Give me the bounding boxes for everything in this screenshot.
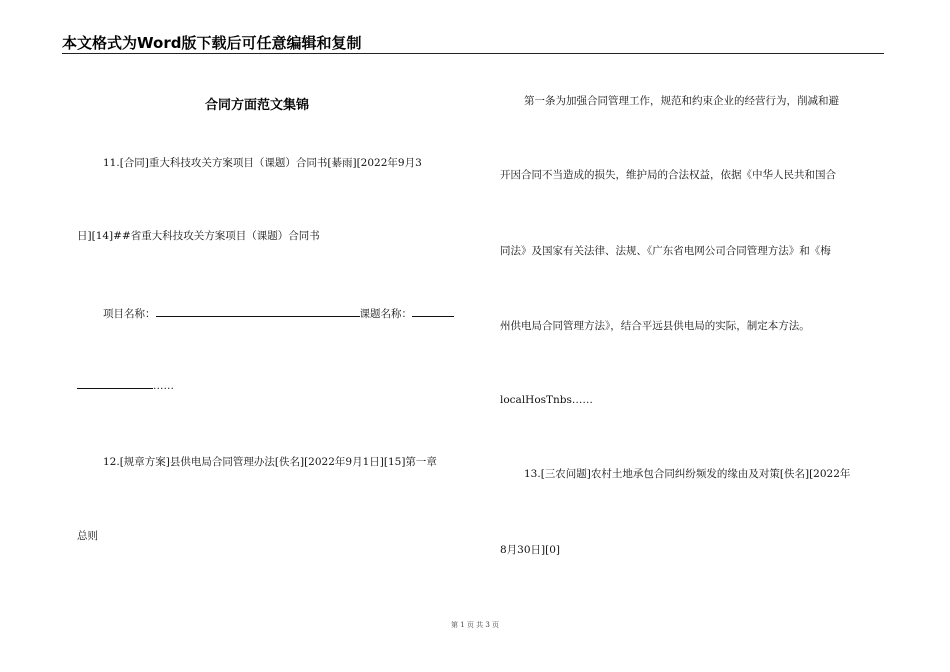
- topic-name-label: 课题名称：: [359, 308, 412, 320]
- page-number: 第 1 页 共 3 页: [450, 621, 500, 629]
- project-name-label: 项目名称：: [103, 308, 156, 320]
- item-11-line-2: 日][14]##省重大科技攻关方案项目（课题）合同书: [77, 230, 320, 242]
- article-1-line-5: localHosTnbs……: [500, 394, 593, 406]
- header-divider: [62, 53, 884, 54]
- article-1-line-4: 州供电局合同管理方法》，结合平远县供电局的实际，制定本方法。: [500, 320, 810, 332]
- page-header-banner: 本文格式为Word版下载后可任意编辑和复制: [62, 34, 362, 52]
- article-1-line-3: 同法》及国家有关法律、法规、《广东省电网公司合同管理方法》和《梅: [500, 245, 831, 257]
- topic-name-blank-continued: [77, 378, 153, 389]
- ellipsis: ……: [153, 380, 174, 392]
- item-11-line-1: 11.[合同]重大科技攻关方案项目（课题）合同书[綦雨][2022年9月3: [103, 157, 422, 169]
- project-name-blank: [156, 306, 360, 317]
- article-1-line-1: 第一条为加强合同管理工作，规范和约束企业的经营行为，削减和避: [524, 95, 839, 107]
- article-1-line-2: 开因合同不当造成的损失，维护局的合法权益，依据《中华人民共和国合: [500, 169, 836, 181]
- item-13-line-2: 8月30日][0]: [500, 544, 561, 556]
- item-13-line-1: 13.[三农问题]农村土地承包合同纠纷频发的缘由及对策[佚名][2022年: [524, 468, 851, 480]
- topic-name-blank: [412, 306, 454, 317]
- document-title: 合同方面范文集锦: [205, 98, 310, 113]
- form-fields-line: [103, 306, 454, 321]
- form-continuation-line: [77, 378, 174, 393]
- item-12-line-2: 总则: [77, 530, 98, 542]
- item-12-line-1: 12.[规章方案]县供电局合同管理办法[佚名][2022年9月1日][15]第一章: [103, 456, 437, 468]
